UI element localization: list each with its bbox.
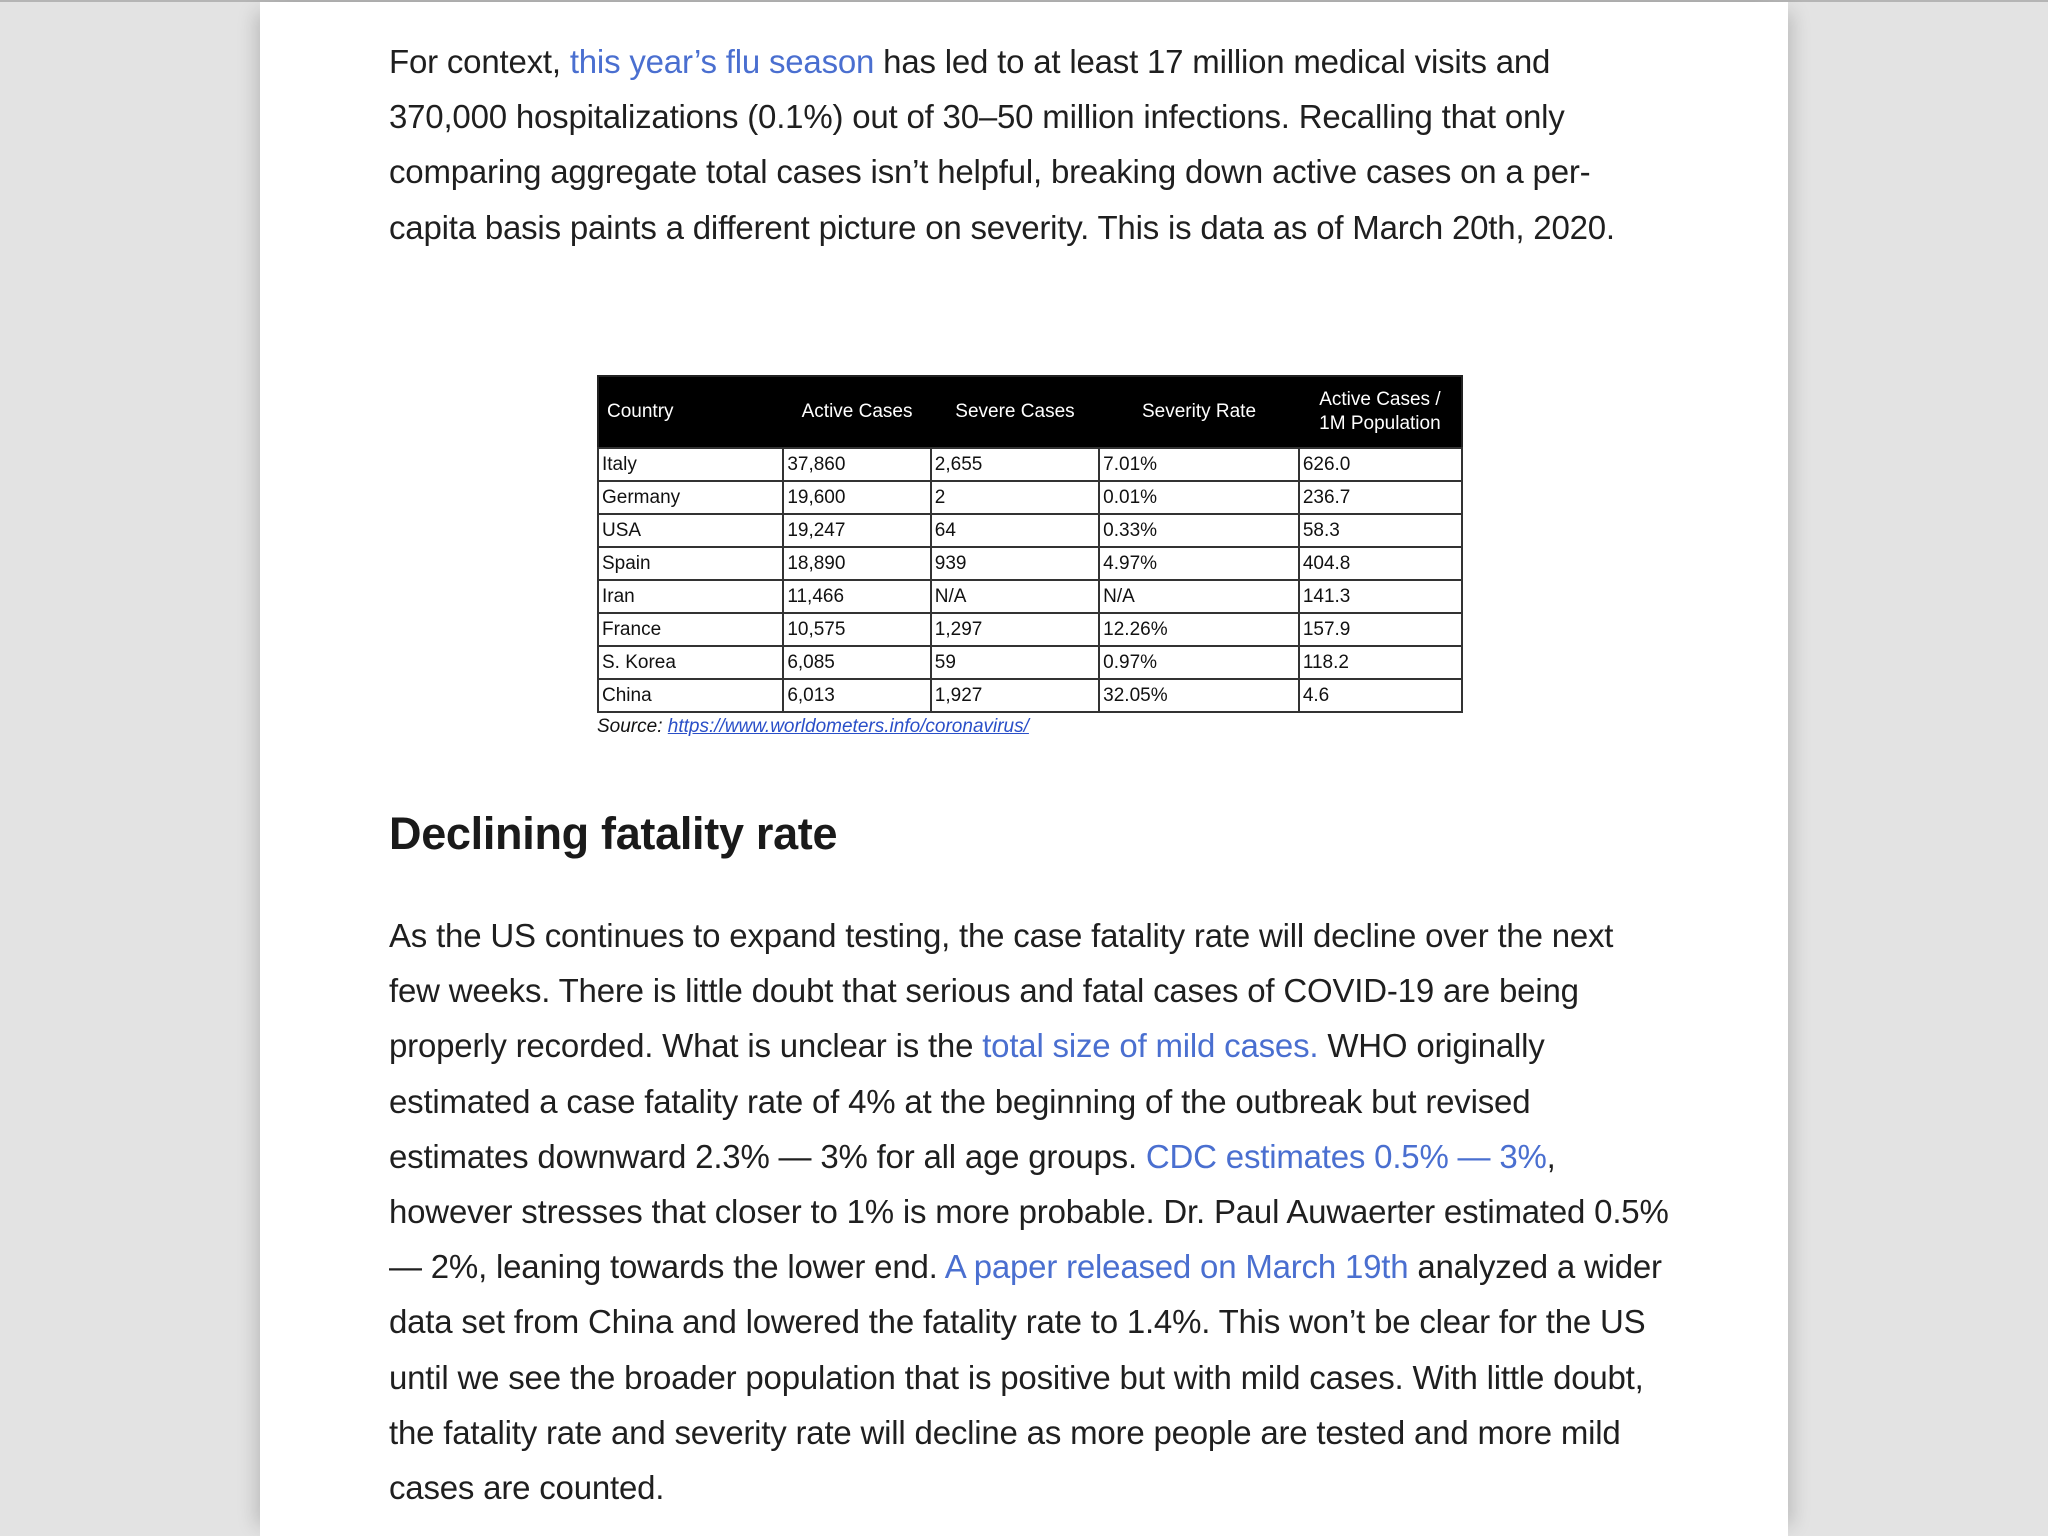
- cell-active-per-1m: 157.9: [1299, 613, 1462, 646]
- col-header-active-cases: Active Cases: [783, 376, 930, 448]
- cell-active-per-1m: 4.6: [1299, 679, 1462, 712]
- source-link[interactable]: https://www.worldometers.info/coronavirus/: [667, 716, 1029, 737]
- cell-active-per-1m: 118.2: [1299, 646, 1462, 679]
- cell-severity-rate: 12.26%: [1099, 613, 1299, 646]
- cell-active-cases: 19,247: [783, 514, 930, 547]
- cell-country: Germany: [598, 481, 783, 514]
- section-heading: Declining fatality rate: [389, 808, 838, 859]
- table-row: [598, 646, 1462, 679]
- cell-severe-cases: 64: [931, 514, 1099, 547]
- flu-season-link[interactable]: this year’s flu season: [569, 43, 875, 80]
- cell-severe-cases: 1,927: [931, 679, 1099, 712]
- table-header-row: [598, 376, 1462, 448]
- text-span: has led to at least 17 million medical visits and 370,000 hospitalizations (0.1%) out of 30–50 million infections. Recalling that only comparing aggregate total cases isn’t helpful, breaking down active cases on a per-capita basis paints a different picture on severity. This is data as of March 20th, 2020.: [389, 43, 1615, 246]
- fatality-paragraph: [389, 908, 1671, 1515]
- cdc-estimates-link[interactable]: CDC estimates 0.5% — 3%: [1145, 1137, 1547, 1175]
- table-source: [597, 716, 1465, 738]
- table-row: [598, 613, 1462, 646]
- cell-severity-rate: 4.97%: [1099, 547, 1299, 580]
- cell-severe-cases: 939: [931, 547, 1099, 580]
- source-label: Source:: [597, 716, 668, 737]
- cell-active-cases: 11,466: [783, 580, 930, 613]
- cell-country: USA: [598, 514, 783, 547]
- cell-country: Italy: [598, 448, 783, 481]
- cell-active-per-1m: 141.3: [1299, 580, 1462, 613]
- text-span: For context,: [389, 43, 570, 80]
- cell-country: China: [598, 679, 783, 712]
- cell-severe-cases: 2,655: [931, 448, 1099, 481]
- cell-country: S. Korea: [598, 646, 783, 679]
- col-header-active-per-1m: Active Cases / 1M Population: [1299, 376, 1462, 448]
- table-row: [598, 679, 1462, 712]
- cell-country: Spain: [598, 547, 783, 580]
- cell-country: France: [598, 613, 783, 646]
- severity-table: [597, 375, 1463, 713]
- col-header-severe-cases: Severe Cases: [931, 376, 1099, 448]
- cell-severe-cases: 1,297: [931, 613, 1099, 646]
- cell-severity-rate: N/A: [1099, 580, 1299, 613]
- table-row: [598, 481, 1462, 514]
- table-row: [598, 547, 1462, 580]
- cell-severe-cases: 59: [931, 646, 1099, 679]
- cell-country: Iran: [598, 580, 783, 613]
- cell-severity-rate: 0.01%: [1099, 481, 1299, 514]
- article-page: [260, 2, 1788, 1536]
- cell-active-cases: 19,600: [783, 481, 930, 514]
- text-span: WHO originally estimated a case fatality rate of 4% at the beginning of the outbreak but revised estimates downward 2.3% — 3% for all age groups.: [389, 1027, 1545, 1175]
- cell-active-per-1m: 58.3: [1299, 514, 1462, 547]
- context-paragraph: [389, 34, 1659, 255]
- table-row: [598, 448, 1462, 481]
- mild-cases-link[interactable]: total size of mild cases.: [982, 1027, 1319, 1065]
- col-header-country: Country: [598, 376, 783, 448]
- table-row: [598, 514, 1462, 547]
- cell-active-per-1m: 404.8: [1299, 547, 1462, 580]
- cell-active-per-1m: 236.7: [1299, 481, 1462, 514]
- cell-active-cases: 6,013: [783, 679, 930, 712]
- cell-severe-cases: N/A: [931, 580, 1099, 613]
- col-header-severity-rate: Severity Rate: [1099, 376, 1299, 448]
- text-span: , however stresses that closer to 1% is more probable. Dr. Paul Auwaerter estimated 0.5% — 2%, leaning towards the lower end.: [389, 1137, 1669, 1286]
- cell-active-cases: 6,085: [783, 646, 930, 679]
- cell-active-per-1m: 626.0: [1299, 448, 1462, 481]
- paper-link[interactable]: A paper released on March 19th: [944, 1248, 1409, 1286]
- table-row: [598, 580, 1462, 613]
- text-span: As the US continues to expand testing, the case fatality rate will decline over the next few weeks. There is little doubt that serious and fatal cases of COVID-19 are being properly recorded. What is unclear is the: [389, 917, 1614, 1065]
- cell-severity-rate: 0.97%: [1099, 646, 1299, 679]
- cell-active-cases: 18,890: [783, 547, 930, 580]
- cell-active-cases: 37,860: [783, 448, 930, 481]
- cell-severity-rate: 7.01%: [1099, 448, 1299, 481]
- cell-severity-rate: 32.05%: [1099, 679, 1299, 712]
- cell-severe-cases: 2: [931, 481, 1099, 514]
- cell-severity-rate: 0.33%: [1099, 514, 1299, 547]
- table-body: [598, 448, 1462, 712]
- severity-table-figure: [597, 375, 1465, 738]
- cell-active-cases: 10,575: [783, 613, 930, 646]
- text-span: analyzed a wider data set from China and lowered the fatality rate to 1.4%. This won’t be clear for the US until we see the broader population that is positive but with mild cases. With little doubt, the fatality rate and severity rate will decline as more people are tested and more mild cases are counted.: [389, 1248, 1662, 1507]
